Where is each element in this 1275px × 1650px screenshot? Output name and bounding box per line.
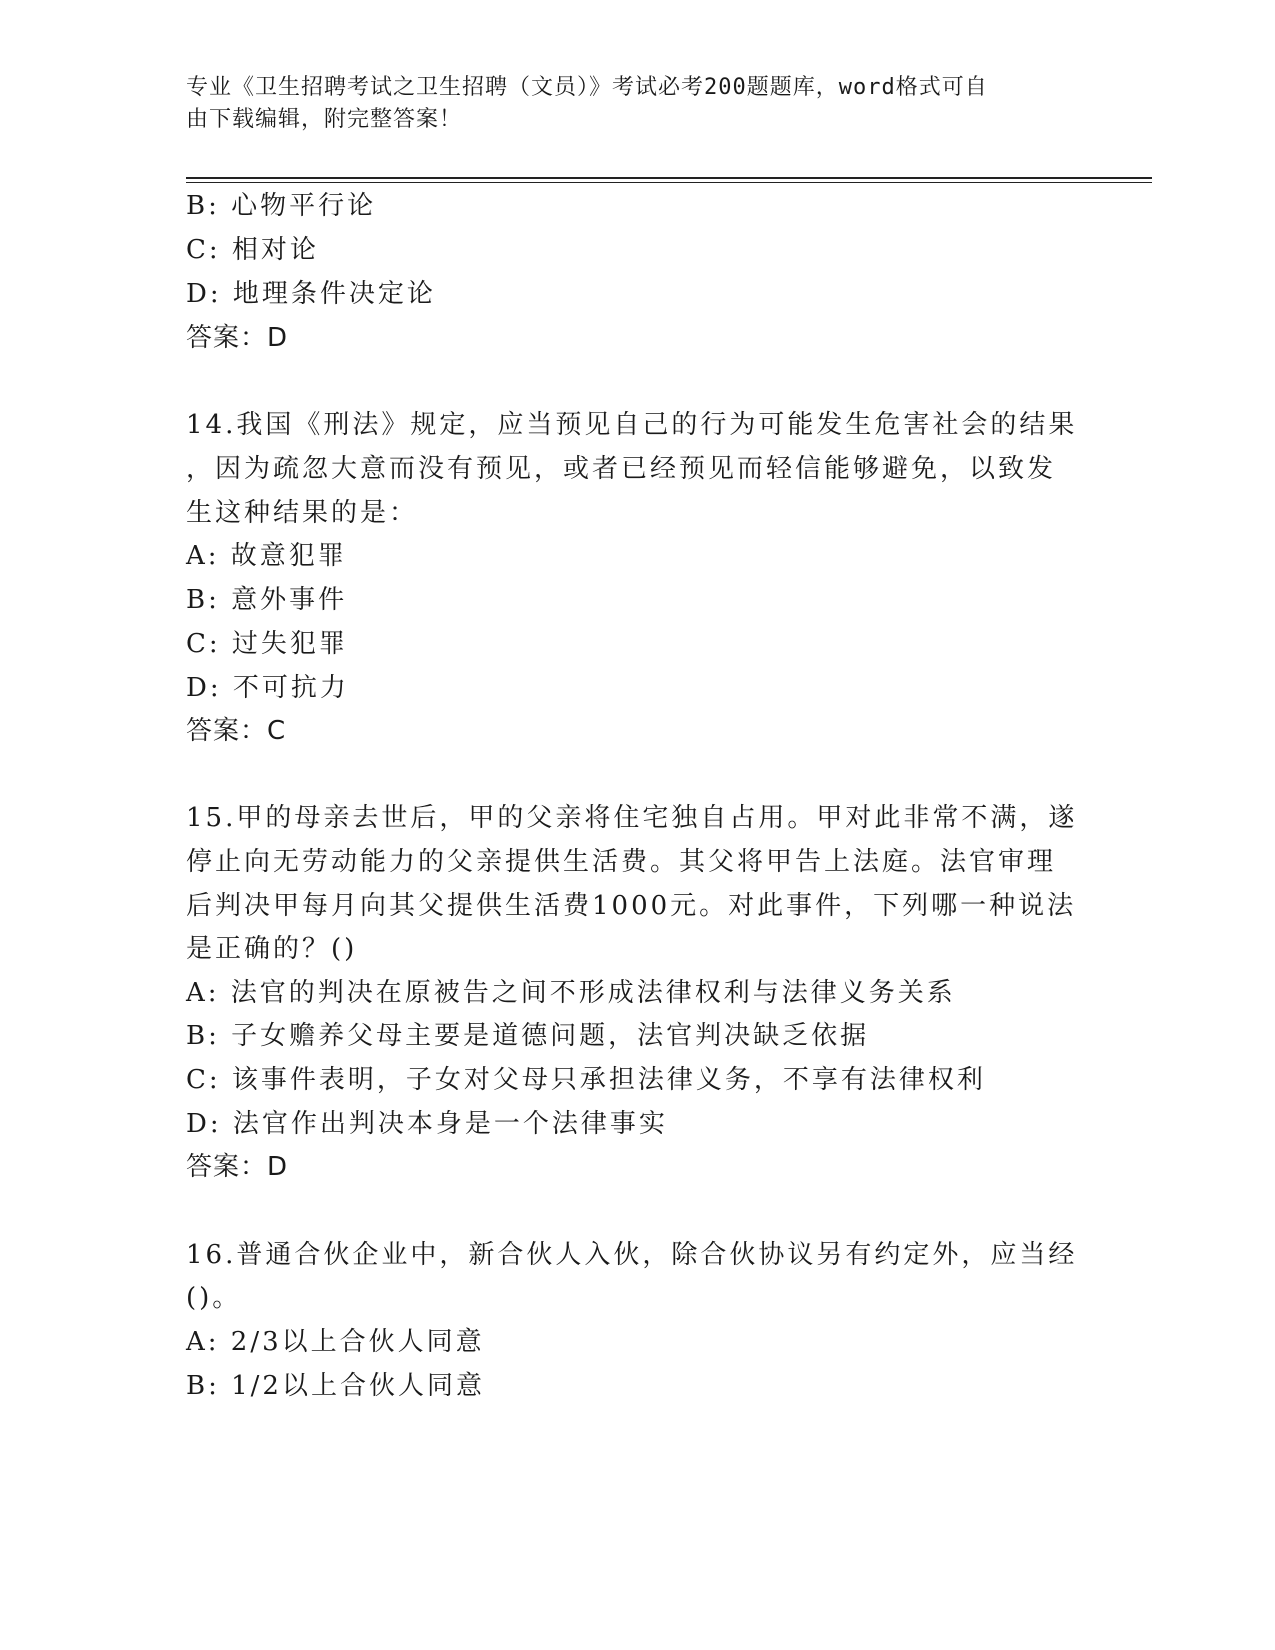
q16-stem-line-1: 16.普通合伙企业中，新合伙人入伙，除合伙协议另有约定外，应当经 — [186, 1240, 1078, 1270]
q13-option-c: C: 相对论 — [186, 235, 319, 265]
document-header — [186, 72, 1066, 136]
q16-stem-line-2: ()。 — [186, 1283, 242, 1313]
q15-stem-line-1: 15.甲的母亲去世后，甲的父亲将住宅独自占用。甲对此非常不满，遂 — [186, 803, 1078, 833]
q13-option-d: D: 地理条件决定论 — [186, 279, 436, 309]
q15-stem-line-4: 是正确的？() — [186, 934, 358, 964]
header-divider — [186, 177, 1152, 183]
q14-option-b: B: 意外事件 — [186, 585, 348, 615]
q16-option-a: A: 2/3以上合伙人同意 — [186, 1327, 485, 1357]
q14-option-a: A: 故意犯罪 — [186, 541, 347, 571]
q14-stem-line-1: 14.我国《刑法》规定，应当预见自己的行为可能发生危害社会的结果 — [186, 410, 1078, 440]
q15-answer: 答案：D — [186, 1152, 289, 1182]
q13-answer: 答案：D — [186, 323, 289, 353]
q15-option-a: A: 法官的判决在原被告之间不形成法律权利与法律义务关系 — [186, 978, 956, 1008]
header-line-1: 专业《卫生招聘考试之卫生招聘（文员）》考试必考200题题库，word格式可自 — [186, 75, 988, 100]
q15-option-d: D: 法官作出判决本身是一个法律事实 — [186, 1109, 668, 1139]
q15-stem-line-3: 后判决甲每月向其父提供生活费1000元。对此事件，下列哪一种说法 — [186, 891, 1077, 921]
q14-stem-line-3: 生这种结果的是： — [186, 498, 419, 528]
q14-stem-line-2: ，因为疏忽大意而没有预见，或者已经预见而轻信能够避免，以致发 — [186, 454, 1057, 484]
q13-option-b: B: 心物平行论 — [186, 191, 377, 221]
q14-option-c: C: 过失犯罪 — [186, 629, 348, 659]
q14-answer: 答案：C — [186, 716, 287, 746]
q16-option-b: B: 1/2以上合伙人同意 — [186, 1371, 485, 1401]
q15-option-c: C: 该事件表明，子女对父母只承担法律义务，不享有法律权利 — [186, 1065, 986, 1095]
q14-option-d: D: 不可抗力 — [186, 673, 349, 703]
q15-option-b: B: 子女赡养父母主要是道德问题，法官判决缺乏依据 — [186, 1021, 870, 1051]
q15-stem-line-2: 停止向无劳动能力的父亲提供生活费。其父将甲告上法庭。法官审理 — [186, 847, 1057, 877]
header-line-2: 由下载编辑，附完整答案！ — [186, 107, 463, 132]
